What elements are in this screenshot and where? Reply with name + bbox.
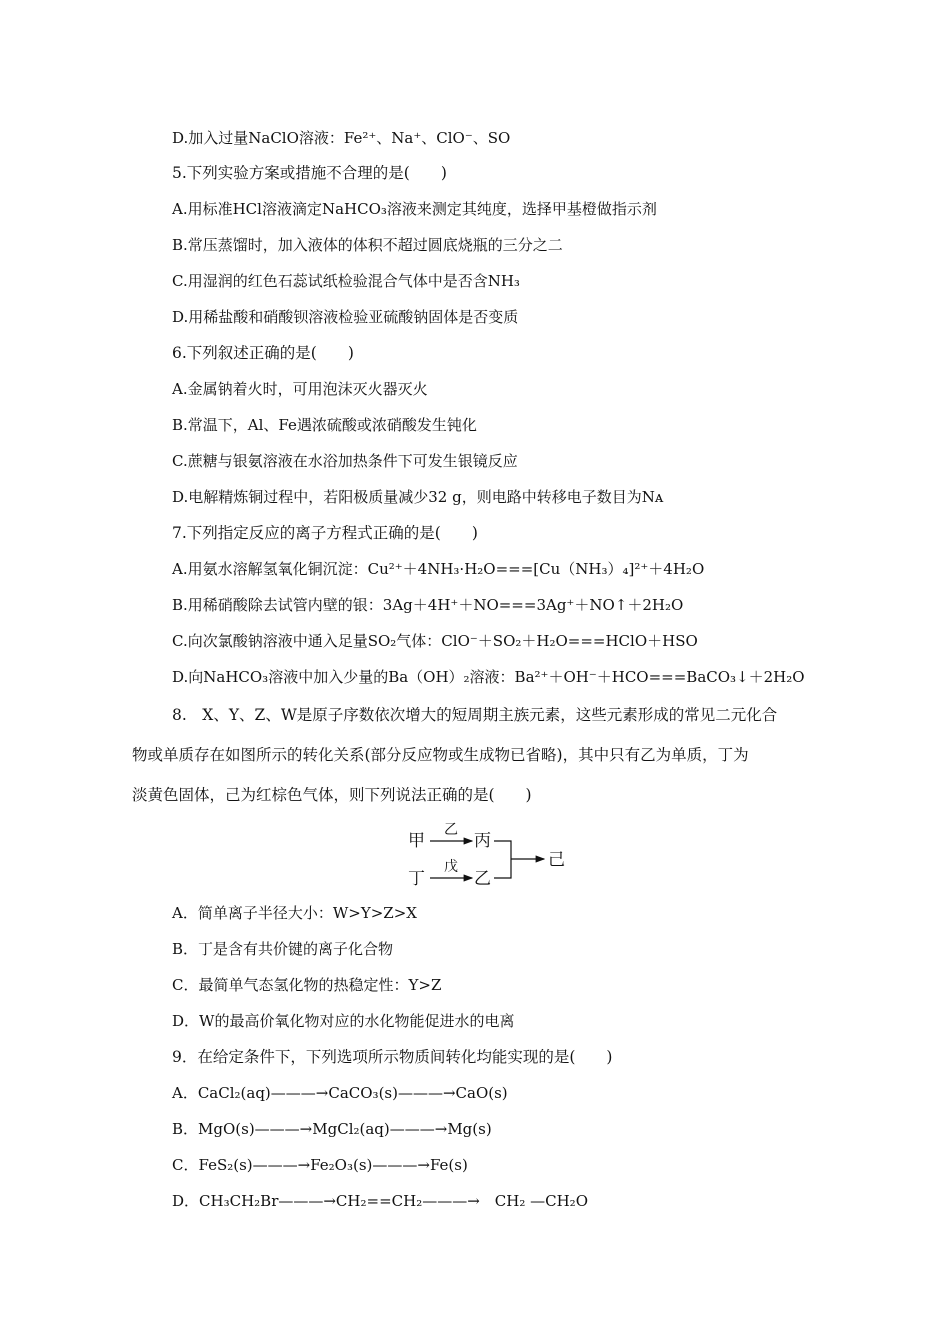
- q6-option-d: D.电解精炼铜过程中，若阳极质量减少32 g，则电路中转移电子数目为Nᴀ: [172, 488, 664, 506]
- q6-option-c: C.蔗糖与银氨溶液在水浴加热条件下可发生银镜反应: [172, 452, 518, 470]
- merge-bracket: [494, 841, 511, 878]
- q9-stem: 9．在给定条件下，下列选项所示物质间转化均能实现的是( ): [172, 1048, 613, 1066]
- q9-option-a: A．CaCl₂(aq)———→CaCO₃(s)———→CaO(s): [172, 1084, 508, 1102]
- q8-option-c: C．最简单气态氢化物的热稳定性：Y>Z: [172, 976, 442, 994]
- q7-option-a: A.用氨水溶解氢氧化铜沉淀：Cu²⁺＋4NH₃·H₂O===[Cu（NH₃）₄]²⁺＋4H₂O: [172, 560, 705, 578]
- q8-stem-line-2: 物或单质存在如图所示的转化关系(部分反应物或生成物已省略)，其中只有乙为单质，丁为: [132, 746, 749, 764]
- q7-option-c: C.向次氯酸钠溶液中通入足量SO₂气体：ClO⁻＋SO₂＋H₂O===HClO＋HSO: [172, 632, 698, 650]
- q6-option-b: B.常温下，Al、Fe遇浓硫酸或浓硝酸发生钝化: [172, 416, 477, 434]
- node-ji: 己: [548, 850, 565, 870]
- q4-option-d: D.加入过量NaClO溶液：Fe²⁺、Na⁺、ClO⁻、SO: [172, 129, 511, 147]
- node-yi-bottom: 乙: [474, 869, 491, 888]
- q8-option-b: B．丁是含有共价键的离子化合物: [172, 940, 394, 958]
- q9-option-b: B．MgO(s)———→MgCl₂(aq)———→Mg(s): [172, 1120, 492, 1138]
- q5-option-b: B.常压蒸馏时，加入液体的体积不超过圆底烧瓶的三分之二: [172, 236, 563, 254]
- node-ding: 丁: [408, 869, 425, 888]
- q8-stem-line-3: 淡黄色固体，己为红棕色气体，则下列说法正确的是( ): [132, 786, 532, 804]
- reagent-wu: 戊: [444, 859, 458, 875]
- q6-option-a: A.金属钠着火时，可用泡沫灭火器灭火: [172, 380, 428, 398]
- q8-option-a: A．简单离子半径大小：W>Y>Z>X: [172, 904, 417, 922]
- q6-stem: 6.下列叙述正确的是( ): [172, 344, 354, 362]
- q5-option-a: A.用标准HCl溶液滴定NaHCO₃溶液来测定其纯度，选择甲基橙做指示剂: [172, 200, 657, 218]
- q7-stem: 7.下列指定反应的离子方程式正确的是( ): [172, 524, 478, 542]
- node-bing: 丙: [474, 831, 491, 851]
- node-jia: 甲: [408, 831, 425, 851]
- q5-option-d: D.用稀盐酸和硝酸钡溶液检验亚硫酸钠固体是否变质: [172, 308, 519, 326]
- q8-stem-line-1: 8. X、Y、Z、W是原子序数依次增大的短周期主族元素，这些元素形成的常见二元化合: [172, 706, 778, 724]
- q9-option-d: D．CH₃CH₂Br———→CH₂==CH₂———→ CH₂ —CH₂O: [172, 1192, 588, 1210]
- conversion-diagram: [408, 818, 578, 888]
- q8-option-d: D．W的最高价氧化物对应的水化物能促进水的电离: [172, 1012, 515, 1030]
- q9-option-c: C．FeS₂(s)———→Fe₂O₃(s)———→Fe(s): [172, 1156, 468, 1174]
- q5-stem: 5.下列实验方案或措施不合理的是( ): [172, 164, 447, 182]
- q5-option-c: C.用湿润的红色石蕊试纸检验混合气体中是否含NH₃: [172, 272, 520, 290]
- q7-option-d: D.向NaHCO₃溶液中加入少量的Ba（OH）₂溶液：Ba²⁺＋OH⁻＋HCO===BaCO₃↓＋2H₂O: [172, 668, 805, 686]
- reagent-yi-top: 乙: [444, 822, 458, 838]
- q7-option-b: B.用稀硝酸除去试管内壁的银：3Ag＋4H⁺＋NO===3Ag⁺＋NO↑＋2H₂O: [172, 596, 684, 614]
